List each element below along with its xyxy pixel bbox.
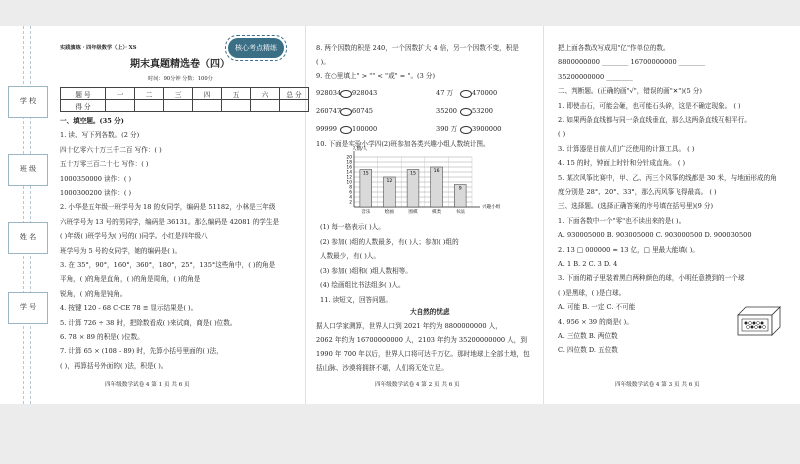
compare-number: 928043 — [352, 89, 378, 97]
core-badge: 核心考点精练 — [228, 38, 284, 58]
score-input-cell[interactable] — [251, 100, 280, 112]
text-line: 五十万零三百二十七 写作：( ) — [60, 160, 149, 169]
text-line: 35200000000 ________ — [558, 72, 633, 81]
binding-strip — [23, 26, 31, 404]
school-field-box[interactable] — [8, 86, 48, 118]
text-line: A. 三位数 B. 两位数 — [558, 332, 618, 340]
text-line: ( )。 — [316, 58, 330, 66]
data-label: 15 — [362, 171, 369, 177]
interest-group-bar-chart — [336, 147, 501, 217]
data-label: 12 — [386, 179, 393, 184]
student-id-field-box[interactable] — [8, 292, 48, 324]
text-line: 2. 13 □ 000000 ≈ 13 亿，□ 里最大能填( )。 — [558, 245, 699, 254]
text-line: 3. 在 35°，90°，160°，360°，180°，25°，135°这些角中，( )的角是 — [60, 261, 276, 269]
x-tick-label: 绘画 — [384, 210, 395, 215]
text-line: ( )是黑球，( )是白球。 — [558, 288, 626, 297]
text-line: 三、选择题。(选择正确答案的序号填在括号里)(9 分) — [558, 202, 714, 211]
text-line: 锐角，( )的角是钝角。 — [60, 289, 127, 298]
score-input-cell[interactable] — [193, 100, 222, 112]
x-tick-label: 围棋 — [408, 210, 418, 215]
text-line: 4. 按键 120 - 68 C·CE 78 ≡ 显示结果是( )。 — [60, 304, 198, 313]
score-input-cell[interactable] — [222, 100, 251, 112]
name-field-box[interactable] — [8, 222, 48, 254]
series-label: 实践演练 · 四年级数学（上）· XS — [60, 45, 137, 51]
school-label: 学 校 — [19, 97, 37, 105]
text-line: 4. 15 的时，钟面上时针和分针成直角。 ( ) — [558, 159, 686, 168]
class-label: 班 级 — [19, 165, 37, 173]
compare-answer-oval[interactable] — [340, 108, 352, 116]
compare-number: 35200 — [436, 107, 457, 115]
data-label: 15 — [410, 171, 416, 177]
table-cell: 一 — [106, 88, 135, 100]
compare-answer-oval[interactable] — [460, 108, 472, 116]
x-tick-label: 书法 — [455, 210, 465, 215]
score-input-cell[interactable] — [280, 100, 309, 112]
y-tick-label: 18 — [346, 160, 352, 166]
page-title: 期末真题精选卷（四） — [130, 59, 230, 70]
text-line: 班学号为 5 号的女同学，她的编码是( )。 — [60, 246, 182, 255]
text-line: 8800000000 ________ 16700000000 ________ — [558, 58, 706, 67]
text-line: ( ) — [558, 130, 566, 139]
x-axis-label: 兴趣小组 — [482, 205, 501, 210]
text-line: 10. 下面是实验小学四(2)班参加各类兴趣小组人数统计图。 — [316, 140, 490, 148]
table-cell: 四 — [193, 88, 222, 100]
score-table — [60, 87, 309, 112]
compare-number: 928034 — [316, 89, 342, 97]
y-tick-label: 4 — [349, 195, 352, 201]
page-footer: 四年级数学试卷 4 第 1 页 共 6 页 — [105, 382, 190, 388]
text-line: 5. 计算 726 ÷ 38 时，把除数看成( )来试商，商是( )位数。 — [60, 318, 237, 327]
compare-number: 100000 — [352, 125, 378, 133]
text-line: 度分别是 28°、20°、33°，那么丙风筝飞得最高。 ( ) — [558, 188, 717, 196]
text-line: 人数最少，有( )人。 — [320, 252, 380, 260]
text-line: 3. 计算器是目前人们广泛使用的计算工具。 ( ) — [558, 144, 695, 153]
text-line: 1000300200 读作：( ) — [60, 189, 132, 197]
ball-box-illustration — [734, 303, 784, 337]
text-line: 5. 某次风筝比赛中，甲、乙、丙三个风筝的线都是 30 米，与地面形成的角 — [558, 173, 777, 182]
text-line: C. 四位数 D. 五位数 — [558, 346, 618, 355]
text-line: (1) 每一格表示( )人。 — [320, 223, 385, 231]
essay-title: 大自然的忧虑 — [410, 308, 450, 316]
table-cell: 得 分 — [61, 100, 106, 112]
table-cell: 三 — [164, 88, 193, 100]
compare-number: 470000 — [472, 89, 498, 97]
text-line: 2. 小华是五年级一班学号为 18 的女同学，编码是 51182，小林是三年级 — [60, 203, 276, 212]
score-header-row — [61, 88, 309, 100]
score-value-row — [61, 100, 309, 112]
text-line: 据人口学家测算，世界人口到 2021 年约为 8800000000 人， — [316, 322, 502, 330]
text-line: 一、填空题。(35 分) — [60, 117, 124, 125]
score-input-cell[interactable] — [135, 100, 164, 112]
x-tick-label: 棋类 — [431, 210, 442, 215]
table-cell: 五 — [222, 88, 251, 100]
text-line: A. 1 B. 2 C. 3 D. 4 — [558, 260, 618, 268]
text-line: 1990 年 700 年以后，世界人口将可达千万亿。那时地球上全部土地，包 — [316, 350, 530, 358]
text-line: 二、判断题。(正确的画"√"，错误的画"✕")(5 分) — [558, 87, 702, 96]
page-divider — [543, 26, 544, 404]
compare-number: 3900000 — [472, 125, 502, 133]
compare-answer-oval[interactable] — [460, 90, 472, 98]
page-divider — [305, 26, 306, 404]
compare-number: 53200 — [472, 107, 493, 115]
text-line: 9. 在○里填上" > "" < "或" = "。(3 分) — [316, 72, 436, 80]
y-tick-label: 14 — [346, 170, 352, 176]
text-line: 6. 78 × 89 的积是( )位数。 — [60, 333, 144, 341]
y-tick-label: 20 — [346, 155, 352, 161]
table-cell: 总 分 — [280, 88, 309, 100]
class-field-box[interactable] — [8, 154, 48, 186]
text-line: 2. 如果两条直线都与同一条直线垂直，那么这两条直线互相平行。 — [558, 116, 752, 124]
compare-number: 47 万 — [436, 89, 454, 97]
text-line: 7. 计算 65 × (108 - 89) 时，先算小括号里面的( )法， — [60, 347, 223, 356]
text-line: 四十亿零六十万三千二百 写作：( ) — [60, 145, 162, 154]
text-line: 4. 956 × 39 的商是( )。 — [558, 317, 633, 326]
text-line: 3. 下面的箱子里装着黑白两种颜色的球，小明任意摸到的一个球 — [558, 274, 745, 283]
student-id-label: 学 号 — [19, 303, 37, 311]
text-line: 1. 下面各数中一个"零"也不读出来的是( )。 — [558, 216, 686, 225]
compare-answer-oval[interactable] — [340, 90, 352, 98]
text-line: A. 930005000 B. 903005000 C. 903000500 D. 900030500 — [558, 231, 752, 240]
text-line: 把上面各数改写成用"亿"作单位的数。 — [558, 44, 670, 52]
y-tick-label: 12 — [346, 175, 352, 181]
table-cell: 题 号 — [61, 88, 106, 100]
compare-number: 99999 — [316, 125, 337, 133]
y-tick-label: 16 — [346, 165, 352, 171]
text-line: 1. 读、写下列各数。(2 分) — [60, 131, 140, 140]
compare-number: 390 万 — [436, 125, 458, 133]
text-line: 1000350000 读作：( ) — [60, 174, 132, 183]
name-label: 姓 名 — [19, 233, 37, 241]
text-line: (3) 参加( )组和( )组人数相等。 — [320, 266, 412, 275]
text-line: 11. 读短文，回答问题。 — [320, 295, 392, 304]
y-tick-label: 8 — [349, 185, 352, 191]
exam-time: 时间：90分钟 分数：100分 — [148, 76, 213, 82]
text-line: (2) 参加( )组的人数最多，有( )人；参加( )组的 — [320, 237, 459, 246]
y-tick-label: 10 — [346, 180, 352, 186]
table-cell: 二 — [135, 88, 164, 100]
x-tick-label: 音乐 — [361, 210, 371, 215]
text-line: ( )年级( )班学号为( )号的( )同学。小红是四年级八 — [60, 232, 208, 241]
compare-number: 260747 — [316, 107, 342, 115]
y-tick-label: 2 — [349, 200, 352, 206]
compare-number: 60745 — [352, 107, 373, 115]
page-footer: 四年级数学试卷 4 第 2 页 共 6 页 — [375, 382, 460, 388]
text-line: 1. 即使击石，可能会砸，也可能石头碎，这是不确定现象。 ( ) — [558, 101, 741, 110]
score-input-cell[interactable] — [106, 100, 135, 112]
score-input-cell[interactable] — [164, 100, 193, 112]
data-label: 9 — [458, 186, 462, 192]
compare-answer-oval[interactable] — [460, 126, 472, 134]
compare-answer-oval[interactable] — [340, 126, 352, 134]
text-line: 8. 两个因数的积是 240，一个因数扩大 4 倍，另一个因数不变，积是 — [316, 44, 519, 52]
text-line: 2062 年约为 16700000000 人，2103 年约为 35200000000 人，到 — [316, 336, 527, 344]
table-cell: 六 — [251, 88, 280, 100]
text-line: ( )，再算括号外面的( )法，积是( )。 — [60, 361, 168, 370]
y-tick-label: 6 — [349, 190, 352, 196]
page-footer: 四年级数学试卷 4 第 3 页 共 6 页 — [615, 382, 700, 388]
text-line: 括山脉、沙漠将拥挤不堪，人们将无处立足。 — [316, 364, 448, 372]
text-line: 六班学号为 13 号的男同学，编码是 36131。那么编码是 42081 的学生是 — [60, 217, 280, 226]
data-label: 16 — [433, 169, 440, 174]
text-line: 平角，( )的角是直角，( )的角是周角，( )的角是 — [60, 275, 201, 284]
text-line: (4) 绘画组比书法组多( )人。 — [320, 281, 405, 289]
y-axis-label: 人数/人 — [352, 147, 368, 152]
text-line: A. 可能 B. 一定 C. 不可能 — [558, 303, 636, 312]
